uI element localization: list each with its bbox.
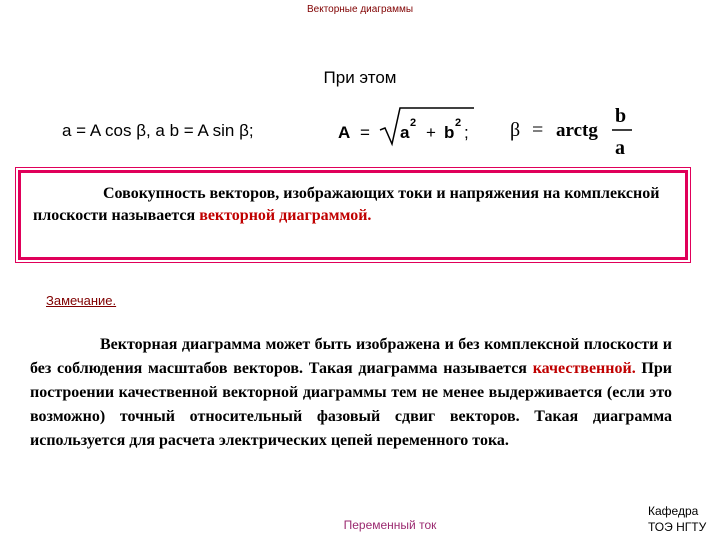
note-label: Замечание. <box>46 293 117 308</box>
footer-department <box>648 503 706 535</box>
var-a: a <box>400 123 410 142</box>
phase-equals: = <box>532 119 544 141</box>
definition-box <box>18 170 688 260</box>
fraction-numerator: b <box>615 105 627 127</box>
magnitude-formula <box>338 104 478 150</box>
component-relation: a = A cos β, a b = A sin β; <box>62 121 254 140</box>
subtitle: При этом <box>323 68 397 87</box>
equals-sign: = <box>360 123 370 142</box>
note-text-start: Векторная диаграмма может быть изображена и без комплексной плоскости и без соблюдения масштабов векторов. Такая диаграмма называется <box>30 336 672 377</box>
note-paragraph <box>30 333 672 453</box>
note-term: качественной. <box>532 360 636 377</box>
definition-term: векторной диаграммой. <box>199 207 372 224</box>
plus-sign: + <box>426 123 436 142</box>
exp-a: 2 <box>410 117 417 129</box>
lhs-a: A <box>338 123 351 142</box>
exp-b: 2 <box>455 117 462 129</box>
department-line-2: ТОЭ НГТУ <box>648 520 707 534</box>
footer-topic: Переменный ток <box>343 518 437 532</box>
department-line-1: Кафедра <box>648 504 699 518</box>
fraction-denominator: a <box>615 137 625 159</box>
arctg-function: arctg <box>556 120 598 141</box>
phase-formula <box>508 100 648 160</box>
var-b: b <box>444 123 455 142</box>
slide-header: Векторные диаграммы <box>306 4 414 15</box>
note-text-end: При построении качественной векторной диаграммы тем не менее выдерживается (если это возможно) точный относительный фазовый сдвиг векторов. Такая диаграмма используется для расчета электрических цепей переменного тока. <box>30 360 672 449</box>
definition-body: Совокупность векторов, изображающих токи и напряжения на комплексной плоскости называется <box>33 185 660 224</box>
beta-symbol: β <box>510 119 521 141</box>
definition-text <box>33 183 673 227</box>
semicolon: ; <box>464 123 469 142</box>
